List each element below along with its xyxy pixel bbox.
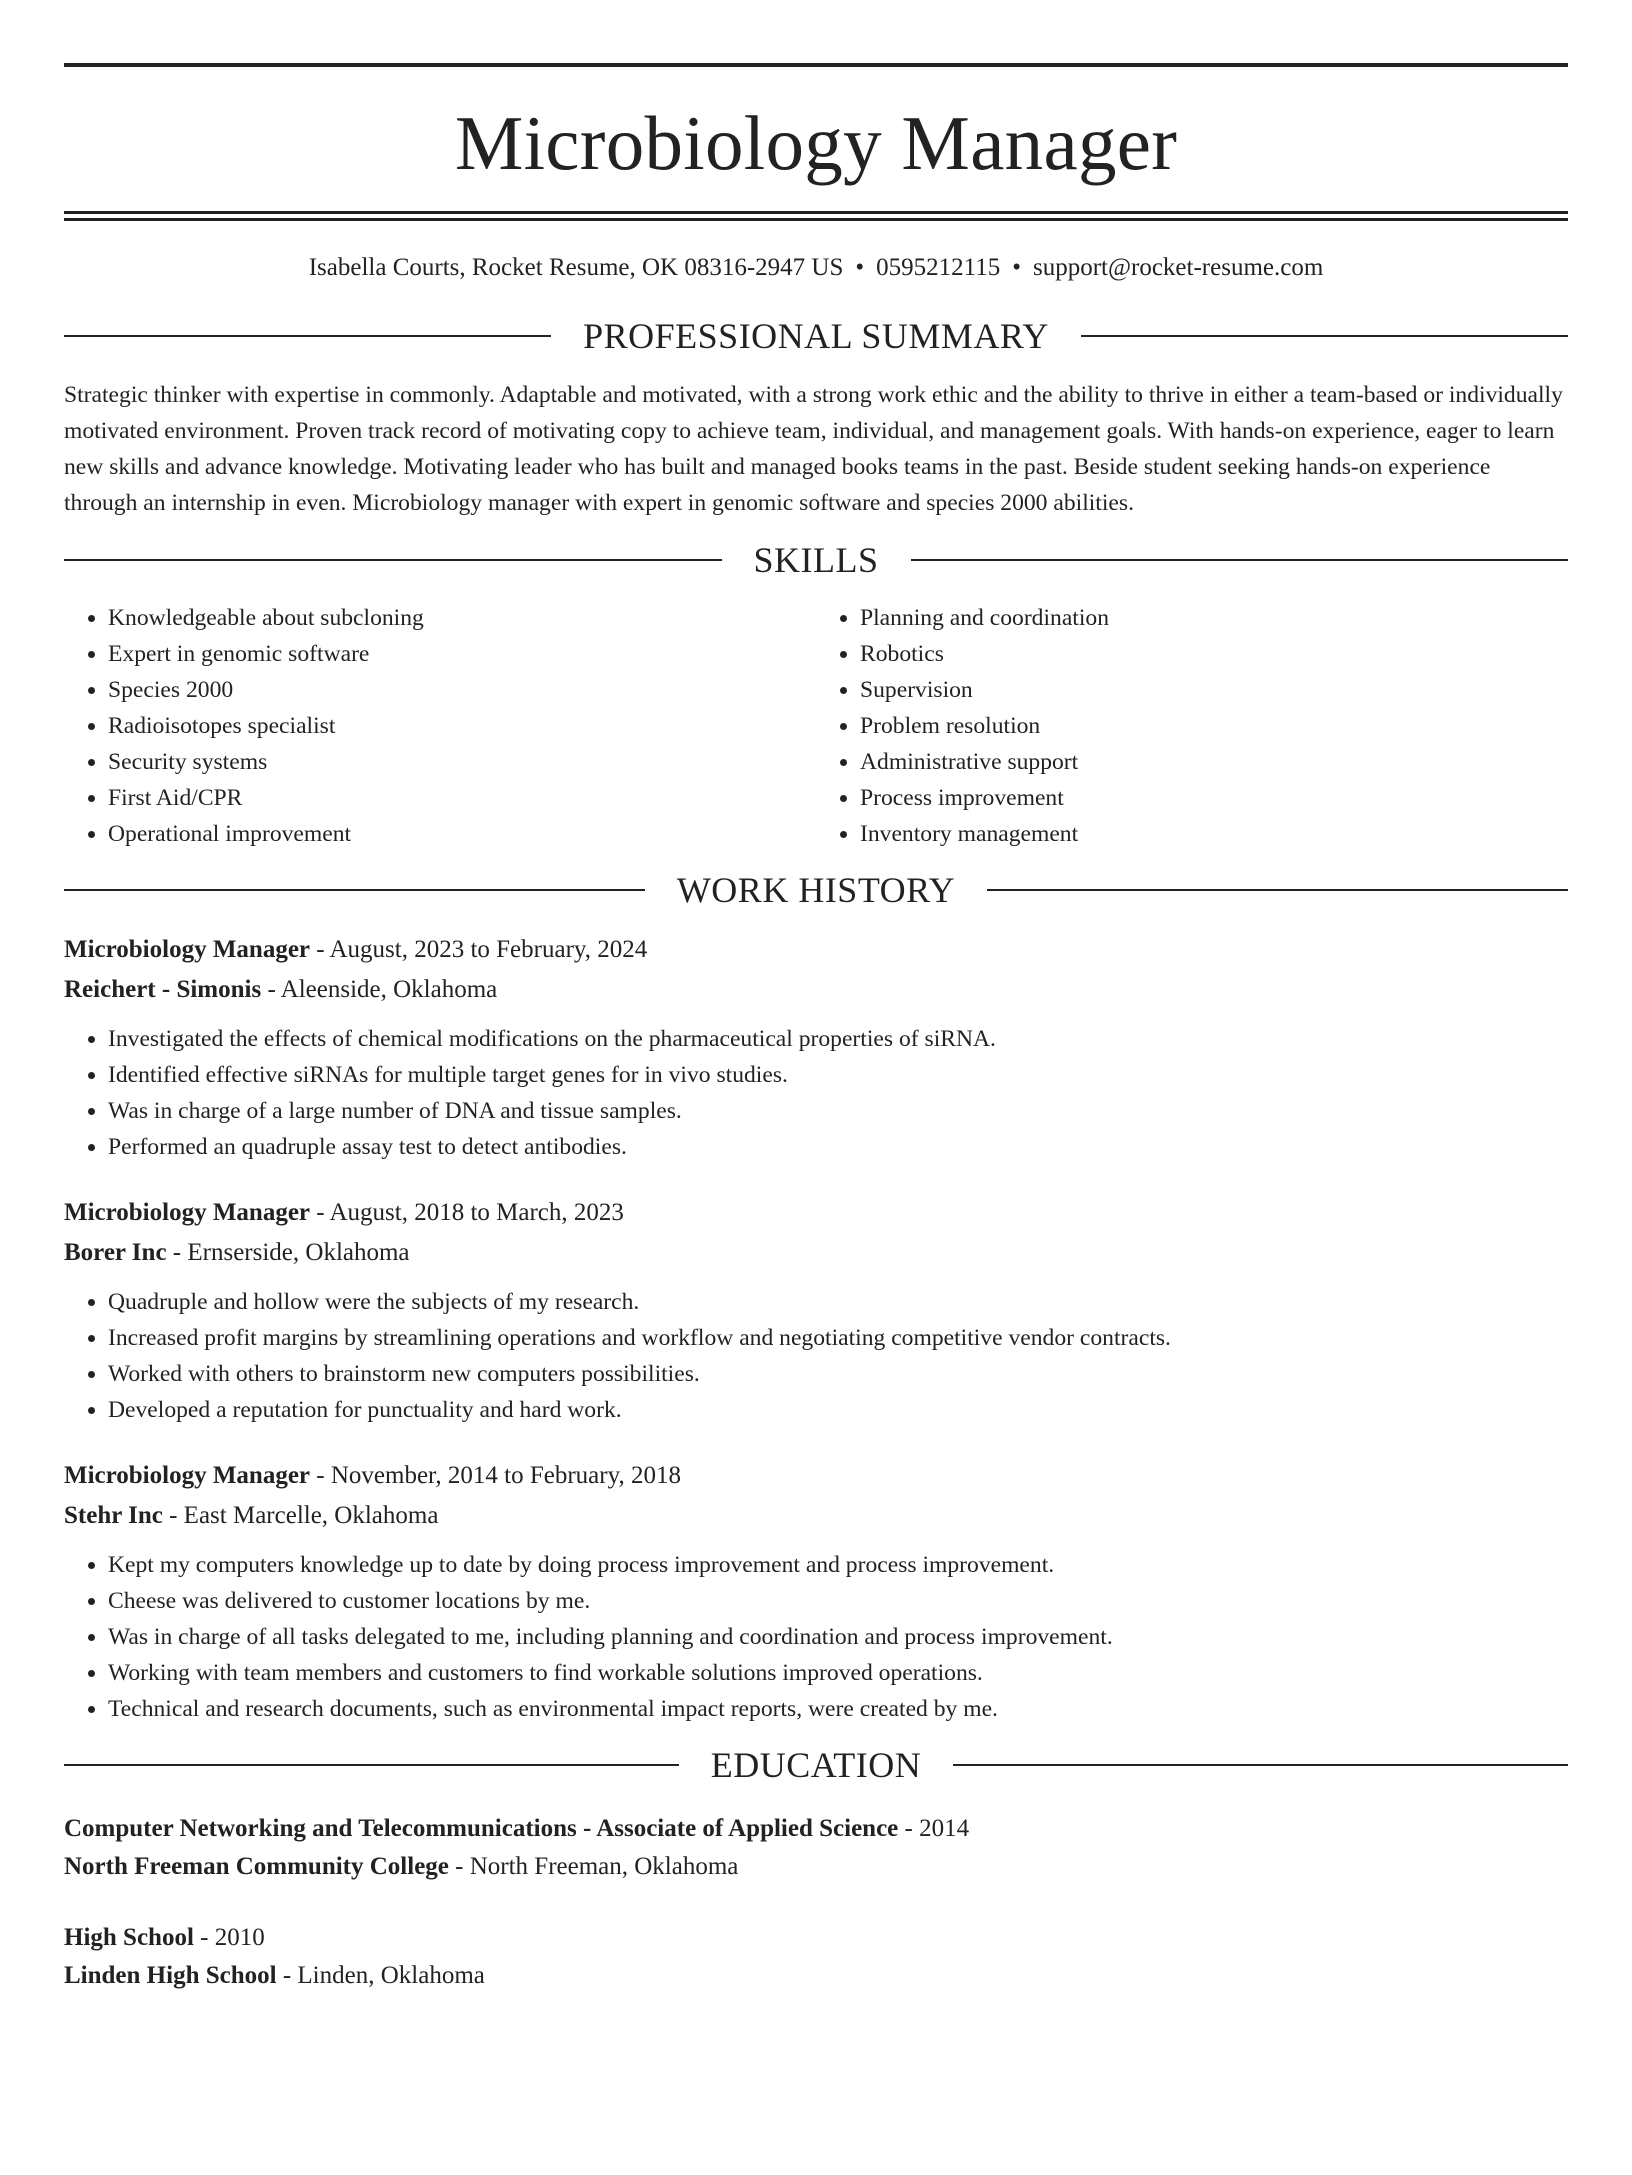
job-bullet: • Performed an quadruple assay test to detect antibodies. <box>108 1129 1568 1165</box>
skills-list-left <box>64 600 816 852</box>
job-bullets <box>64 1547 1568 1727</box>
education-degree: Computer Networking and Telecommunications - Associate of Applied Science <box>64 1815 899 1842</box>
contact-address: Isabella Courts, Rocket Resume, OK 08316-2947 US <box>308 254 844 281</box>
job-dates: - August, 2018 to March, 2023 <box>310 1199 624 1226</box>
education-school-line <box>64 1848 1568 1886</box>
skill-item: • First Aid/CPR <box>108 780 816 816</box>
heading-rule <box>64 335 551 337</box>
job-company-line <box>64 971 1568 1009</box>
job-bullet: • Technical and research documents, such as environmental impact reports, were created by me. <box>108 1691 1568 1727</box>
job-title-line <box>64 1457 1568 1495</box>
job-bullet: • Quadruple and hollow were the subjects of my research. <box>108 1284 1568 1320</box>
job-bullet: • Worked with others to brainstorm new computers possibilities. <box>108 1356 1568 1392</box>
skill-item: • Planning and coordination <box>860 600 1568 636</box>
job-bullet: • Developed a reputation for punctuality and hard work. <box>108 1392 1568 1428</box>
heading-rule <box>953 1764 1568 1766</box>
job-bullets <box>64 1021 1568 1165</box>
job-company: Reichert - Simonis <box>64 976 262 1003</box>
top-rule <box>64 63 1568 67</box>
job-entry <box>64 1457 1568 1727</box>
job-entry <box>64 931 1568 1165</box>
education-year: - 2014 <box>898 1815 970 1842</box>
education-entry <box>64 1810 1568 1886</box>
skill-item: • Robotics <box>860 636 1568 672</box>
skill-item: • Problem resolution <box>860 708 1568 744</box>
contact-line <box>64 251 1568 285</box>
summary-text: Strategic thinker with expertise in commonly. Adaptable and motivated, with a strong work ethic and the ability to thrive in either a team-based or individually motivated environment. Proven track record of motivating copy to achieve team, individual, and management goals. With hands-on experience, eager to learn new skills and advance knowledge. Motivating leader who has built and managed books teams in the past. Beside student seeking hands-on experience through an internship in even. Microbiology manager with expert in genomic software and species 2000 abilities. <box>64 382 1563 516</box>
job-bullet: • Identified effective siRNAs for multiple target genes for in vivo studies. <box>108 1057 1568 1093</box>
education-school: Linden High School <box>64 1962 277 1989</box>
job-role: Microbiology Manager <box>64 1462 311 1489</box>
job-bullet: • Cheese was delivered to customer locations by me. <box>108 1583 1568 1619</box>
skill-item: • Expert in genomic software <box>108 636 816 672</box>
job-role: Microbiology Manager <box>64 1199 311 1226</box>
job-company: Stehr Inc <box>64 1502 163 1529</box>
job-bullet: • Increased profit margins by streamlining operations and workflow and negotiating competitive vendor contracts. <box>108 1320 1568 1356</box>
skill-item: • Species 2000 <box>108 672 816 708</box>
job-title-line <box>64 931 1568 969</box>
skill-item: • Operational improvement <box>108 816 816 852</box>
job-bullet: • Working with team members and customers to find workable solutions improved operations. <box>108 1655 1568 1691</box>
job-company-line <box>64 1234 1568 1272</box>
job-location: - Aleenside, Oklahoma <box>261 976 498 1003</box>
education-location: - Linden, Oklahoma <box>276 1962 485 1989</box>
education-school: North Freeman Community College <box>64 1853 449 1880</box>
job-dates: - August, 2023 to February, 2024 <box>310 936 648 963</box>
contact-phone: 0595212115 <box>876 254 1001 281</box>
heading-rule <box>911 559 1569 561</box>
education-year: - 2010 <box>193 1924 265 1951</box>
resume-name: Microbiology Manager <box>454 100 1178 186</box>
job-bullets <box>64 1284 1568 1428</box>
education-school-line <box>64 1957 1568 1995</box>
skills-title: SKILLS <box>753 540 879 580</box>
job-location: - Ernserside, Oklahoma <box>166 1239 410 1266</box>
skills-list-right <box>816 600 1568 852</box>
skills-columns <box>64 600 1568 852</box>
education-degree: High School <box>64 1924 194 1951</box>
education-entry <box>64 1919 1568 1995</box>
skills-heading <box>64 540 1568 580</box>
skill-item: • Administrative support <box>860 744 1568 780</box>
skill-item: • Radioisotopes specialist <box>108 708 816 744</box>
heading-rule <box>64 889 645 891</box>
skill-item: • Security systems <box>108 744 816 780</box>
job-dates: - November, 2014 to February, 2018 <box>310 1462 681 1489</box>
heading-rule <box>1081 335 1568 337</box>
job-bullet: • Kept my computers knowledge up to date by doing process improvement and process improvement. <box>108 1547 1568 1583</box>
education-location: - North Freeman, Oklahoma <box>448 1853 739 1880</box>
heading-rule <box>64 559 722 561</box>
resume-page <box>0 63 1632 2175</box>
work-title: WORK HISTORY <box>676 870 956 910</box>
job-company: Borer Inc <box>64 1239 167 1266</box>
contact-separator: • <box>855 254 865 281</box>
contact-email: support@rocket-resume.com <box>1032 254 1324 281</box>
summary-heading <box>64 316 1568 356</box>
skill-item: • Process improvement <box>860 780 1568 816</box>
job-location: - East Marcelle, Oklahoma <box>162 1502 439 1529</box>
name-double-rule <box>64 211 1568 221</box>
heading-rule <box>987 889 1568 891</box>
job-bullet: • Was in charge of a large number of DNA and tissue samples. <box>108 1093 1568 1129</box>
skill-item: • Supervision <box>860 672 1568 708</box>
work-heading <box>64 870 1568 910</box>
education-degree-line <box>64 1810 1568 1848</box>
education-degree-line <box>64 1919 1568 1957</box>
heading-rule <box>64 1764 679 1766</box>
job-bullet: • Was in charge of all tasks delegated to me, including planning and coordination and process improvement. <box>108 1619 1568 1655</box>
job-title-line <box>64 1194 1568 1232</box>
contact-separator: • <box>1012 254 1021 281</box>
job-role: Microbiology Manager <box>64 936 311 963</box>
job-company-line <box>64 1497 1568 1535</box>
skill-item: • Knowledgeable about subcloning <box>108 600 816 636</box>
summary-title: PROFESSIONAL SUMMARY <box>583 316 1049 356</box>
education-title: EDUCATION <box>710 1745 922 1785</box>
skill-item: • Inventory management <box>860 816 1568 852</box>
job-entry <box>64 1194 1568 1428</box>
education-heading <box>64 1745 1568 1785</box>
job-bullet: • Investigated the effects of chemical modifications on the pharmaceutical properties of siRNA. <box>108 1021 1568 1057</box>
